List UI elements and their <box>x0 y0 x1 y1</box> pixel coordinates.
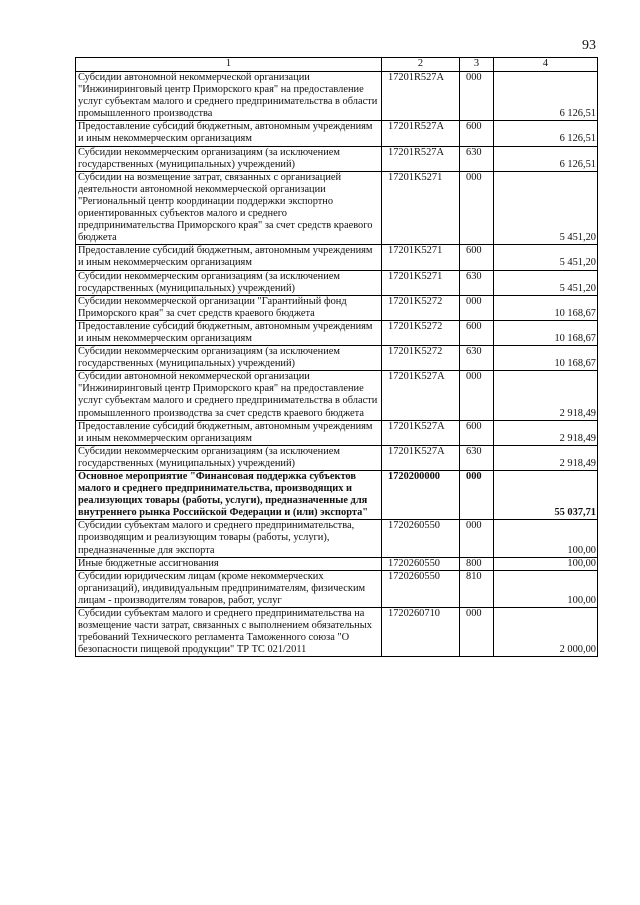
table-row <box>76 471 598 520</box>
row-sum-cell: 5 451,20 <box>494 245 598 270</box>
row-code-cell: 1720260550 <box>382 520 460 557</box>
row-kind-cell: 810 <box>460 570 494 607</box>
row-sum-cell: 100,00 <box>494 557 598 570</box>
row-code-cell: 17201K5272 <box>382 295 460 320</box>
row-sum-cell: 6 126,51 <box>494 72 598 121</box>
table-row <box>76 245 598 270</box>
row-sum-cell: 2 918,49 <box>494 420 598 445</box>
row-name-cell: Субсидии на возмещение затрат, связанных с организацией деятельности автономной некоммерческой организации "Региональный центр координации поддержки экспортно ориентированных субъектов малого и среднего предпринимательства Приморского края" за счет средств краевого бюджета <box>76 171 382 245</box>
row-kind-cell: 800 <box>460 557 494 570</box>
row-name-cell: Предоставление субсидий бюджетным, автономным учреждениям и иным некоммерческим организациям <box>76 121 382 146</box>
row-code-cell: 17201K5272 <box>382 320 460 345</box>
table-row <box>76 270 598 295</box>
row-sum-cell: 55 037,71 <box>494 471 598 520</box>
row-kind-cell: 000 <box>460 171 494 245</box>
row-sum-cell: 100,00 <box>494 520 598 557</box>
row-code-cell: 1720260550 <box>382 570 460 607</box>
row-code-cell: 1720260550 <box>382 557 460 570</box>
row-name-cell: Субсидии автономной некоммерческой организации "Инжиниринговый центр Приморского края" на предоставление услуг субъектам малого и среднего предпринимательства в области промышленного производства за счет средств краевого бюджета <box>76 371 382 420</box>
row-kind-cell: 600 <box>460 245 494 270</box>
row-sum-cell: 10 168,67 <box>494 346 598 371</box>
budget-table <box>75 57 598 657</box>
row-kind-cell: 000 <box>460 371 494 420</box>
row-name-cell: Субсидии субъектам малого и среднего предпринимательства на возмещение части затрат, связанных с выполнением обязательных требований Технического регламента Таможенного союза "О безопасности пищевой продукции" ТР ТС 021/2011 <box>76 608 382 657</box>
row-sum-cell: 2 918,49 <box>494 445 598 470</box>
row-sum-cell: 10 168,67 <box>494 295 598 320</box>
row-code-cell: 17201R527A <box>382 72 460 121</box>
row-kind-cell: 630 <box>460 146 494 171</box>
row-name-cell: Предоставление субсидий бюджетным, автономным учреждениям и иным некоммерческим организациям <box>76 420 382 445</box>
row-sum-cell: 2 918,49 <box>494 371 598 420</box>
row-code-cell: 17201K5271 <box>382 171 460 245</box>
row-kind-cell: 000 <box>460 608 494 657</box>
row-kind-cell: 600 <box>460 320 494 345</box>
table-row <box>76 570 598 607</box>
row-sum-cell: 6 126,51 <box>494 146 598 171</box>
row-kind-cell: 000 <box>460 295 494 320</box>
row-name-cell: Иные бюджетные ассигнования <box>76 557 382 570</box>
row-name-cell: Субсидии некоммерческим организациям (за исключением государственных (муниципальных) учреждений) <box>76 346 382 371</box>
row-sum-cell: 10 168,67 <box>494 320 598 345</box>
row-name-cell: Субсидии некоммерческой организации "Гарантийный фонд Приморского края" за счет средств краевого бюджета <box>76 295 382 320</box>
row-name-cell: Субсидии некоммерческим организациям (за исключением государственных (муниципальных) учреждений) <box>76 270 382 295</box>
table-row <box>76 445 598 470</box>
row-kind-cell: 600 <box>460 121 494 146</box>
table-row <box>76 146 598 171</box>
row-sum-cell: 5 451,20 <box>494 270 598 295</box>
row-kind-cell: 630 <box>460 346 494 371</box>
row-name-cell: Субсидии автономной некоммерческой организации "Инжиниринговый центр Приморского края" на предоставление услуг субъектам малого и среднего предпринимательства в области промышленного производства <box>76 72 382 121</box>
row-sum-cell: 100,00 <box>494 570 598 607</box>
row-name-cell: Субсидии некоммерческим организациям (за исключением государственных (муниципальных) учреждений) <box>76 146 382 171</box>
table-row <box>76 557 598 570</box>
row-code-cell: 17201K5271 <box>382 245 460 270</box>
row-sum-cell: 5 451,20 <box>494 171 598 245</box>
table-row <box>76 171 598 245</box>
table-row <box>76 295 598 320</box>
col-header-name: 1 <box>76 58 382 72</box>
row-code-cell: 17201K5272 <box>382 346 460 371</box>
page-number: 93 <box>582 38 596 53</box>
table-row <box>76 371 598 420</box>
row-kind-cell: 630 <box>460 445 494 470</box>
row-kind-cell: 000 <box>460 520 494 557</box>
table-row <box>76 346 598 371</box>
row-sum-cell: 2 000,00 <box>494 608 598 657</box>
col-header-code: 2 <box>382 58 460 72</box>
row-kind-cell: 000 <box>460 471 494 520</box>
row-code-cell: 17201K527A <box>382 445 460 470</box>
row-code-cell: 17201K527A <box>382 420 460 445</box>
row-kind-cell: 630 <box>460 270 494 295</box>
row-code-cell: 17201R527A <box>382 121 460 146</box>
row-kind-cell: 600 <box>460 420 494 445</box>
row-name-cell: Предоставление субсидий бюджетным, автономным учреждениям и иным некоммерческим организациям <box>76 320 382 345</box>
row-name-cell: Субсидии субъектам малого и среднего предпринимательства, производящим и реализующим товары (работы, услуги), предназначенные для экспорта <box>76 520 382 557</box>
row-code-cell: 17201K5271 <box>382 270 460 295</box>
row-code-cell: 1720260710 <box>382 608 460 657</box>
row-kind-cell: 000 <box>460 72 494 121</box>
table-row <box>76 608 598 657</box>
table-row <box>76 320 598 345</box>
col-header-kind: 3 <box>460 58 494 72</box>
table-row <box>76 121 598 146</box>
row-name-cell: Субсидии юридическим лицам (кроме некоммерческих организаций), индивидуальным предпринимателям, физическим лицам - производителям товаров, работ, услуг <box>76 570 382 607</box>
row-code-cell: 17201K527A <box>382 371 460 420</box>
row-sum-cell: 6 126,51 <box>494 121 598 146</box>
col-header-sum: 4 <box>494 58 598 72</box>
row-code-cell: 17201R527A <box>382 146 460 171</box>
table-row <box>76 520 598 557</box>
row-name-cell: Субсидии некоммерческим организациям (за исключением государственных (муниципальных) учреждений) <box>76 445 382 470</box>
table-row <box>76 420 598 445</box>
row-name-cell: Основное мероприятие "Финансовая поддержка субъектов малого и среднего предпринимательства, производящих и реализующих товары (работы, услуги), предназначенные для внутреннего рынка Российской Федерации и (или) экспорта" <box>76 471 382 520</box>
header-row <box>76 58 598 72</box>
table-row <box>76 72 598 121</box>
row-code-cell: 1720200000 <box>382 471 460 520</box>
row-name-cell: Предоставление субсидий бюджетным, автономным учреждениям и иным некоммерческим организациям <box>76 245 382 270</box>
